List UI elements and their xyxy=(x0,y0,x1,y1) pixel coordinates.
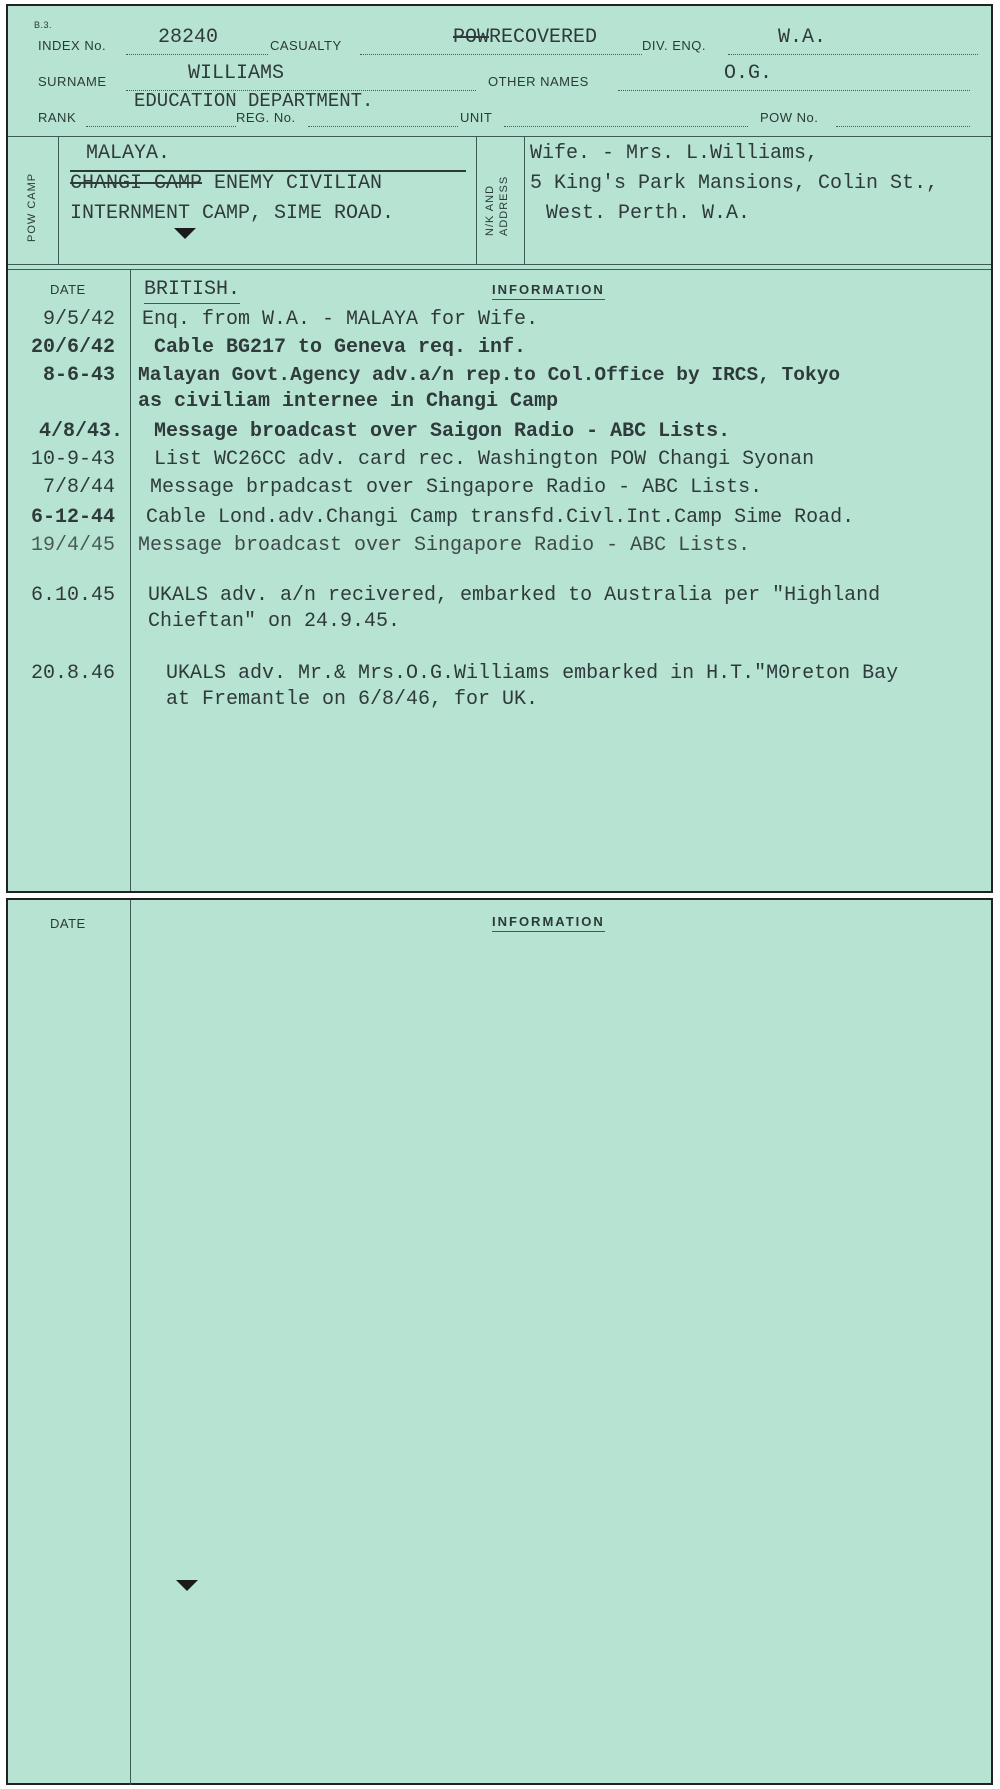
nk-label-top: N/K AND xyxy=(484,184,496,236)
index-label: INDEX No. xyxy=(38,38,107,53)
rank-label: RANK xyxy=(38,110,77,125)
entry-info: as civiliam internee in Changi Camp xyxy=(138,390,559,413)
nk-label-bottom: ADDRESS xyxy=(498,175,510,236)
entry-date: 8-6-43 xyxy=(42,364,115,387)
corner-code: B.3. xyxy=(34,20,53,30)
entry-info: Chieftan" on 24.9.45. xyxy=(148,610,401,633)
reg-no-label: REG. No. xyxy=(236,110,296,125)
entry-info: UKALS adv. Mr.& Mrs.O.G.Williams embarked in H.T."M0reton Bay xyxy=(166,662,899,685)
other-names-label: OTHER NAMES xyxy=(488,74,589,89)
div-enq-label: DIV. ENQ. xyxy=(642,38,706,53)
pow-camp-line3: INTERNMENT CAMP, SIME ROAD. xyxy=(70,202,395,225)
index-value: 28240 xyxy=(158,26,219,49)
index-card-back xyxy=(6,898,993,1785)
nationality xyxy=(144,278,240,301)
entry-date: 20.8.46 xyxy=(30,662,115,685)
entry-info: Malayan Govt.Agency adv.a/n rep.to Col.Office by IRCS, Tokyo xyxy=(138,364,841,386)
div-enq-value: W.A. xyxy=(778,26,827,49)
entry-info: List WC26CC adv. card rec. Washington POW Changi Syonan xyxy=(154,448,815,471)
information-header xyxy=(492,914,605,929)
nk-address-line2: 5 King's Park Mansions, Colin St., xyxy=(530,172,939,195)
entry-date: 6.10.45 xyxy=(30,584,115,607)
punch-hole-icon xyxy=(176,1580,198,1591)
index-card-front xyxy=(6,4,993,893)
entry-info: Message broadcast over Singapore Radio - ABC Lists. xyxy=(138,534,751,557)
entry-info: Enq. from W.A. - MALAYA for Wife. xyxy=(142,308,539,331)
punch-hole-icon xyxy=(174,228,196,239)
casualty-value xyxy=(453,26,597,49)
casualty-label: CASUALTY xyxy=(270,38,342,53)
entry-date: 20/6/42 xyxy=(30,336,115,359)
entry-info: Cable Lond.adv.Changi Camp transfd.Civl.Int.Camp Sime Road. xyxy=(146,506,855,529)
entry-date: 4/8/43. xyxy=(38,420,123,443)
pow-camp-line1: MALAYA. xyxy=(86,142,171,165)
date-header: DATE xyxy=(50,282,86,297)
information-header-text: INFORMATION xyxy=(492,914,605,932)
entry-date: 6-12-44 xyxy=(30,506,115,529)
entry-info: Message broadcast over Saigon Radio - ABC Lists. xyxy=(154,420,731,443)
entry-date: 9/5/42 xyxy=(42,308,115,331)
pow-camp-line2-rest: ENEMY CIVILIAN xyxy=(202,172,383,195)
date-header: DATE xyxy=(50,916,86,931)
pow-camp-struck: CHANGI CAMP xyxy=(70,172,203,195)
pow-no-label: POW No. xyxy=(760,110,819,125)
casualty-status: RECOVERED xyxy=(489,26,598,49)
pow-camp-line2 xyxy=(70,172,382,195)
information-header xyxy=(492,282,605,297)
casualty-struck-text: POW xyxy=(453,26,490,49)
nk-address-line3: West. Perth. W.A. xyxy=(546,202,751,225)
entry-info: Message brpadcast over Singapore Radio - ABC Lists. xyxy=(150,476,763,499)
entry-info: at Fremantle on 6/8/46, for UK. xyxy=(166,688,539,711)
entry-date: 10-9-43 xyxy=(30,448,115,471)
entry-info: Cable BG217 to Geneva req. inf. xyxy=(154,336,527,359)
entry-info: UKALS adv. a/n recivered, embarked to Australia per "Highland xyxy=(148,584,881,607)
unit-label: UNIT xyxy=(460,110,493,125)
other-names-value: O.G. xyxy=(724,62,773,85)
surname-value: WILLIAMS xyxy=(188,62,285,85)
information-header-text: INFORMATION xyxy=(492,282,605,300)
pow-camp-label: POW CAMP xyxy=(26,172,38,242)
entry-date: 7/8/44 xyxy=(42,476,115,499)
surname-label: SURNAME xyxy=(38,74,107,89)
rank-value: EDUCATION DEPARTMENT. xyxy=(134,90,374,112)
nk-address-line1: Wife. - Mrs. L.Williams, xyxy=(530,142,819,165)
nationality-text: BRITISH. xyxy=(144,278,240,304)
entry-date: 19/4/45 xyxy=(30,534,115,557)
